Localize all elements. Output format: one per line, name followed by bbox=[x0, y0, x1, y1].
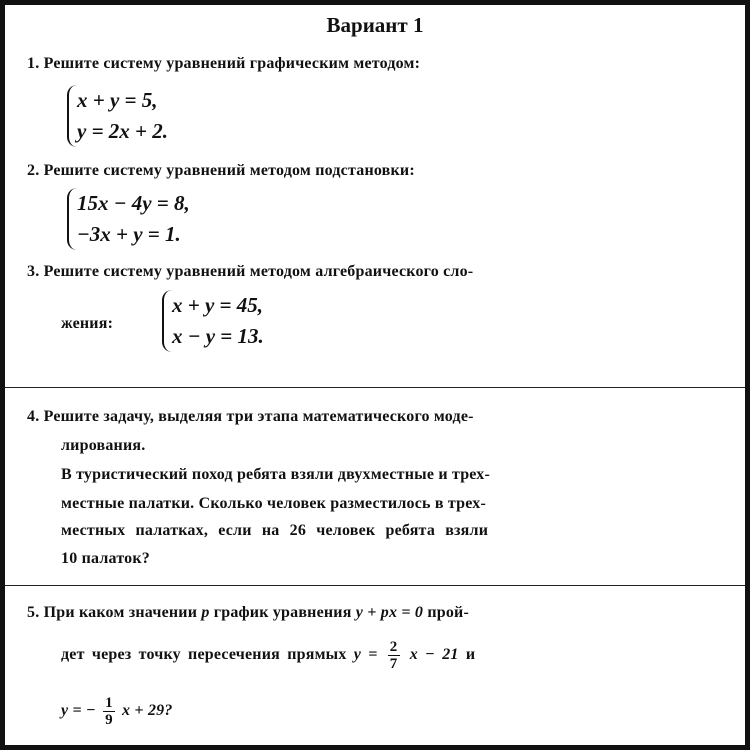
fraction-2-numerator: 1 bbox=[105, 695, 113, 711]
problem-4-line-5: местных палатках, если на 26 человек ребята взяли bbox=[61, 522, 489, 539]
problem-3-number: 3. bbox=[27, 263, 40, 280]
problem-5-param-p: p bbox=[201, 604, 210, 621]
problem-5-text-2b: и bbox=[465, 646, 476, 664]
divider-1 bbox=[5, 387, 745, 388]
problem-2-equation-1: 15x − 4y = 8, bbox=[77, 191, 190, 215]
problem-3-text-1: Решите систему уравнений методом алгебраического сло- bbox=[43, 263, 474, 280]
problem-5-text-1c: прой- bbox=[427, 604, 469, 621]
problem-3-equation-2: x − y = 13. bbox=[172, 324, 264, 348]
problem-3-statement-line-1 bbox=[27, 263, 473, 281]
problem-1-statement bbox=[27, 55, 420, 73]
problem-5-line2-lhs: y = bbox=[353, 646, 378, 664]
problem-5-text-1b: график уравнения bbox=[213, 604, 352, 621]
problem-1-equation-2: y = 2x + 2. bbox=[77, 119, 169, 143]
problem-2-statement bbox=[27, 162, 415, 180]
problem-5-line3-lhs: y = − bbox=[61, 702, 96, 720]
problem-4-line-1 bbox=[27, 408, 474, 426]
problem-3-equation-1: x + y = 45, bbox=[172, 293, 264, 317]
problem-4-line-6: 10 палаток? bbox=[61, 550, 150, 567]
problem-2-equation-2: −3x + y = 1. bbox=[77, 222, 181, 246]
problem-5-text-1a: При каком значении bbox=[43, 604, 198, 621]
variant-title: Вариант 1 bbox=[326, 13, 424, 37]
problem-4-line-2: лирования. bbox=[61, 437, 146, 454]
fraction-1-numerator: 2 bbox=[389, 639, 398, 655]
problem-5-text-2a: дет через точку пересечения прямых bbox=[61, 646, 347, 664]
problem-5-number: 5. bbox=[27, 604, 40, 621]
problem-3-system bbox=[162, 290, 264, 352]
problem-1-system bbox=[67, 85, 168, 147]
fraction-2-denominator: 9 bbox=[105, 712, 113, 728]
problem-2-text: Решите систему уравнений методом подстановки: bbox=[43, 162, 415, 179]
problem-3-statement-line-2: жения: bbox=[61, 315, 114, 332]
problem-4-line-4: местные палатки. Сколько человек разместилось в трех- bbox=[61, 495, 486, 512]
problem-2-system bbox=[67, 188, 190, 250]
problem-4-number: 4. bbox=[27, 408, 40, 425]
fraction-two-sevenths bbox=[388, 639, 400, 672]
problem-5-equation: y + px = 0 bbox=[355, 604, 424, 621]
problem-1-text: Решите систему уравнений графическим методом: bbox=[43, 55, 421, 72]
problem-2-number: 2. bbox=[27, 162, 40, 179]
problem-5-line-1 bbox=[27, 604, 469, 622]
problem-4-line-3: В туристический поход ребята взяли двухместные и трех- bbox=[61, 466, 491, 483]
fraction-one-ninth bbox=[103, 695, 115, 728]
problem-1-number: 1. bbox=[27, 55, 40, 72]
problem-1-equation-1: x + y = 5, bbox=[77, 88, 158, 112]
problem-5-line-2 bbox=[61, 639, 475, 672]
worksheet-page bbox=[5, 5, 745, 745]
divider-2 bbox=[5, 585, 745, 586]
problem-4-text-1: Решите задачу, выделяя три этапа математического моде- bbox=[43, 408, 474, 425]
problem-5-line2-rhs: x − 21 bbox=[409, 646, 459, 664]
problem-5-line-3 bbox=[61, 695, 173, 728]
problem-5-line3-rhs: x + 29? bbox=[122, 702, 173, 720]
fraction-1-denominator: 7 bbox=[389, 656, 398, 672]
